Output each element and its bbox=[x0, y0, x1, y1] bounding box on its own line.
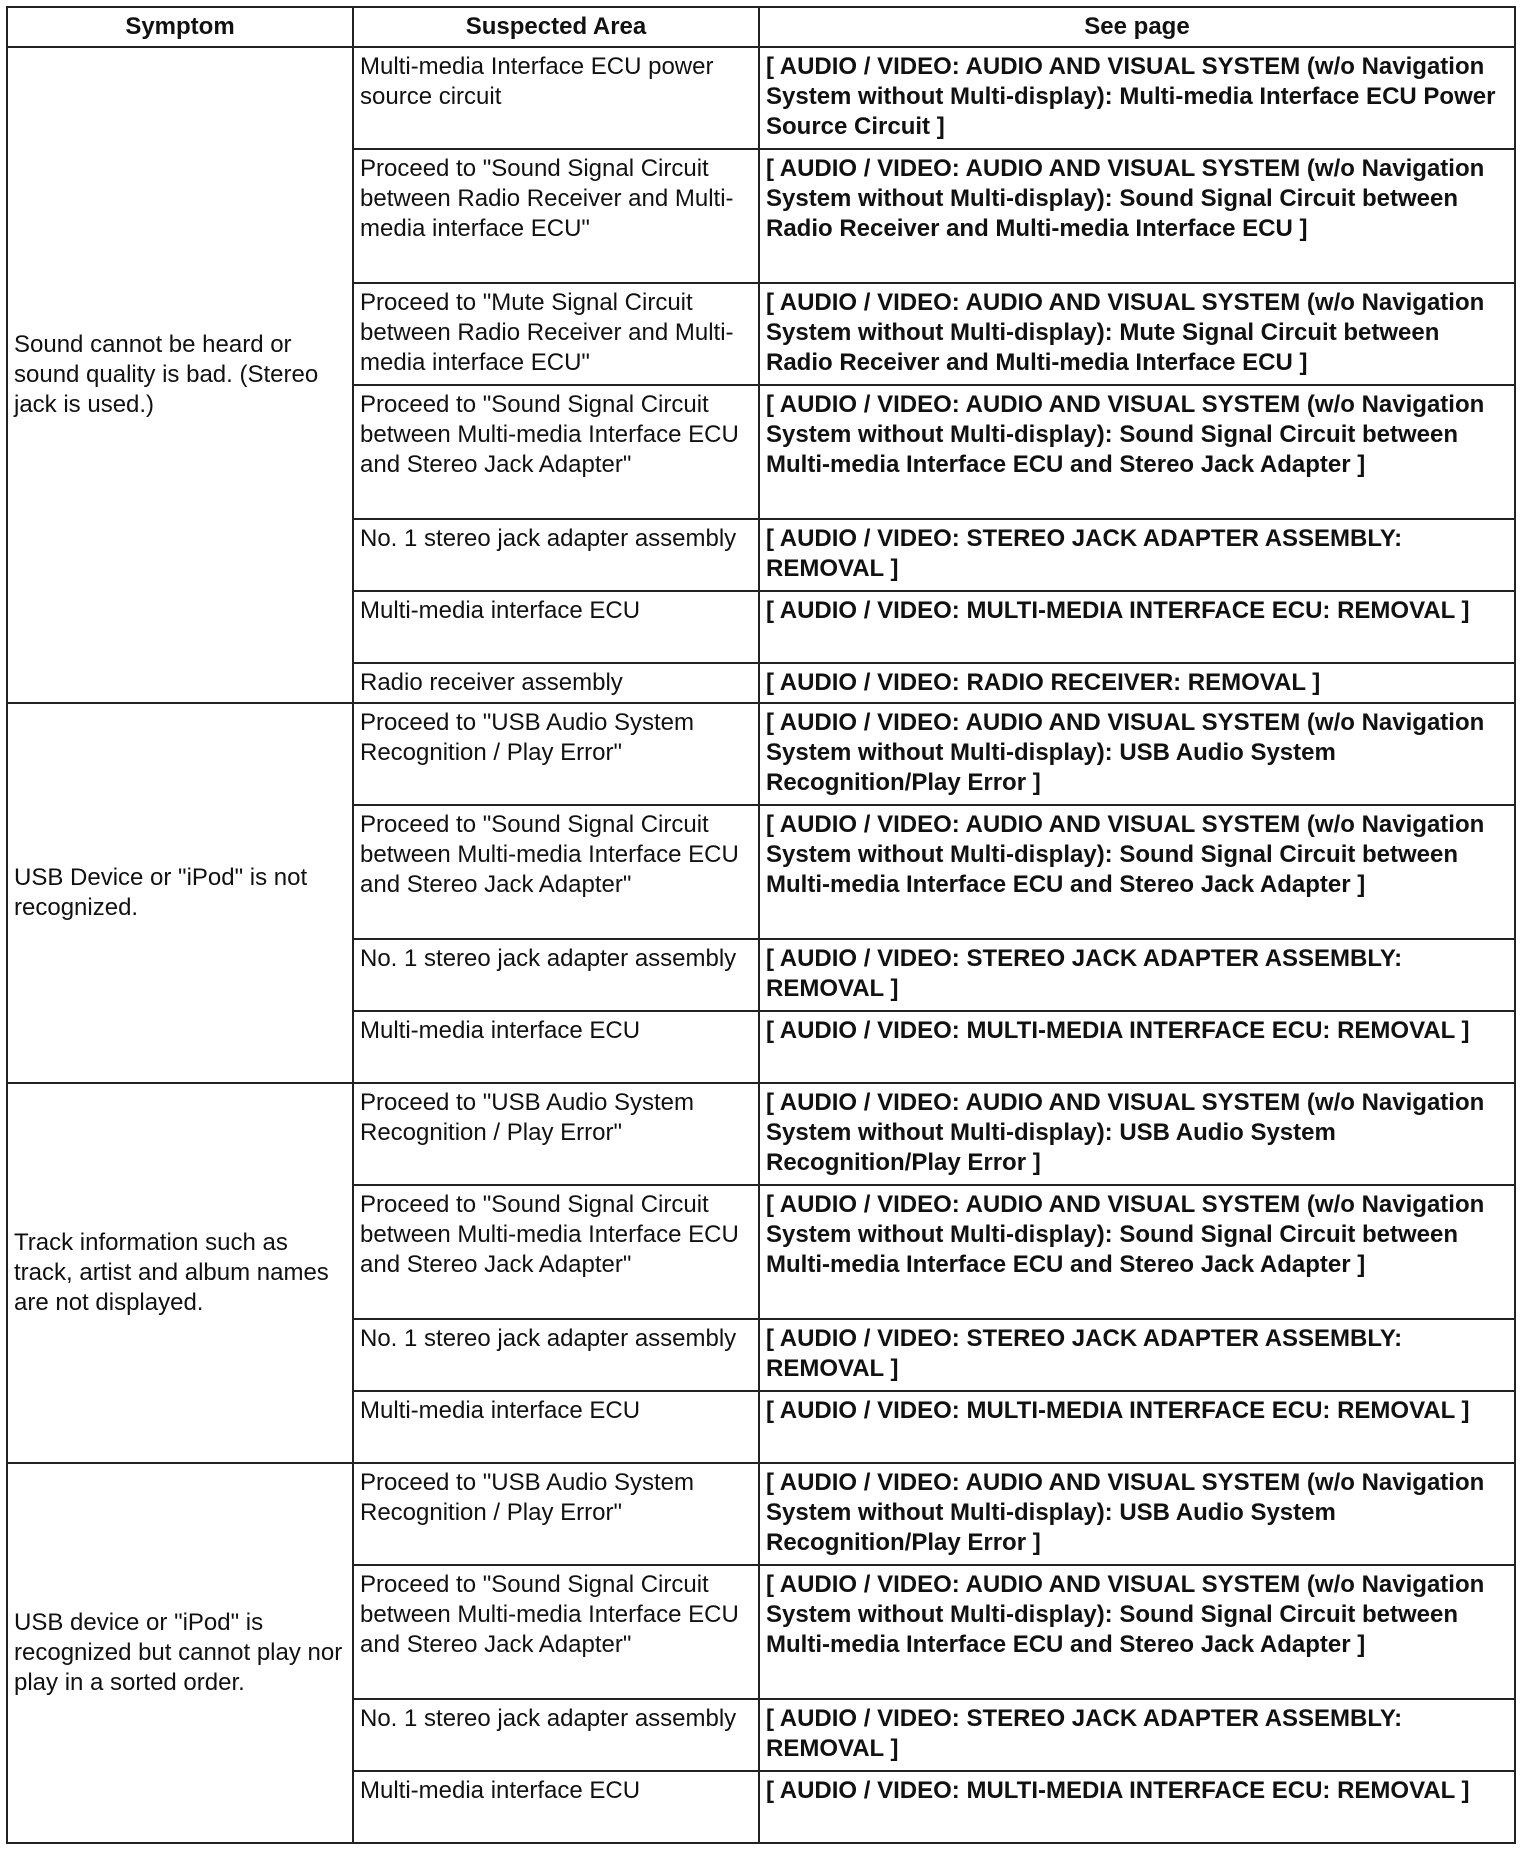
see-page-cell: [ AUDIO / VIDEO: MULTI-MEDIA INTERFACE ECU: REMOVAL ] bbox=[759, 1771, 1515, 1843]
see-page-cell: [ AUDIO / VIDEO: STEREO JACK ADAPTER ASSEMBLY: REMOVAL ] bbox=[759, 519, 1515, 591]
suspected-area-cell: Proceed to "Sound Signal Circuit between Multi-media Interface ECU and Stereo Jack Adapter" bbox=[353, 385, 759, 519]
suspected-area-cell: Proceed to "Sound Signal Circuit between Multi-media Interface ECU and Stereo Jack Adapter" bbox=[353, 1565, 759, 1699]
suspected-area-cell: No. 1 stereo jack adapter assembly bbox=[353, 1699, 759, 1771]
table-row bbox=[7, 703, 1515, 805]
see-page-cell: [ AUDIO / VIDEO: AUDIO AND VISUAL SYSTEM (w/o Navigation System without Multi-display): USB Audio System Recognition/Play Error ] bbox=[759, 703, 1515, 805]
see-page-cell: [ AUDIO / VIDEO: MULTI-MEDIA INTERFACE ECU: REMOVAL ] bbox=[759, 1391, 1515, 1463]
suspected-area-cell: Proceed to "Sound Signal Circuit between Multi-media Interface ECU and Stereo Jack Adapter" bbox=[353, 1185, 759, 1319]
see-page-cell: [ AUDIO / VIDEO: AUDIO AND VISUAL SYSTEM (w/o Navigation System without Multi-display): USB Audio System Recognition/Play Error ] bbox=[759, 1083, 1515, 1185]
see-page-cell: [ AUDIO / VIDEO: STEREO JACK ADAPTER ASSEMBLY: REMOVAL ] bbox=[759, 1699, 1515, 1771]
see-page-cell: [ AUDIO / VIDEO: AUDIO AND VISUAL SYSTEM (w/o Navigation System without Multi-display): Sound Signal Circuit between Multi-media Interface ECU and Stereo Jack Adapter ] bbox=[759, 805, 1515, 939]
see-page-cell: [ AUDIO / VIDEO: AUDIO AND VISUAL SYSTEM (w/o Navigation System without Multi-display): USB Audio System Recognition/Play Error ] bbox=[759, 1463, 1515, 1565]
see-page-cell: [ AUDIO / VIDEO: MULTI-MEDIA INTERFACE ECU: REMOVAL ] bbox=[759, 591, 1515, 663]
see-page-cell: [ AUDIO / VIDEO: AUDIO AND VISUAL SYSTEM (w/o Navigation System without Multi-display): Sound Signal Circuit between Multi-media Interface ECU and Stereo Jack Adapter ] bbox=[759, 385, 1515, 519]
symptom-cell: USB device or "iPod" is recognized but cannot play nor play in a sorted order. bbox=[7, 1463, 353, 1843]
suspected-area-cell: Proceed to "Mute Signal Circuit between Radio Receiver and Multi-media interface ECU" bbox=[353, 283, 759, 385]
header-symptom: Symptom bbox=[7, 7, 353, 47]
suspected-area-cell: Proceed to "USB Audio System Recognition / Play Error" bbox=[353, 703, 759, 805]
header-row bbox=[7, 7, 1515, 47]
suspected-area-cell: Proceed to "Sound Signal Circuit between Multi-media Interface ECU and Stereo Jack Adapter" bbox=[353, 805, 759, 939]
header-suspected-area: Suspected Area bbox=[353, 7, 759, 47]
suspected-area-cell: Multi-media interface ECU bbox=[353, 1391, 759, 1463]
see-page-cell: [ AUDIO / VIDEO: AUDIO AND VISUAL SYSTEM (w/o Navigation System without Multi-display): Mute Signal Circuit between Radio Receiver and Multi-media Interface ECU ] bbox=[759, 283, 1515, 385]
see-page-cell: [ AUDIO / VIDEO: AUDIO AND VISUAL SYSTEM (w/o Navigation System without Multi-display): Sound Signal Circuit between Radio Receiver and Multi-media Interface ECU ] bbox=[759, 149, 1515, 283]
see-page-cell: [ AUDIO / VIDEO: AUDIO AND VISUAL SYSTEM (w/o Navigation System without Multi-display): Sound Signal Circuit between Multi-media Interface ECU and Stereo Jack Adapter ] bbox=[759, 1185, 1515, 1319]
suspected-area-cell: No. 1 stereo jack adapter assembly bbox=[353, 1319, 759, 1391]
see-page-cell: [ AUDIO / VIDEO: STEREO JACK ADAPTER ASSEMBLY: REMOVAL ] bbox=[759, 939, 1515, 1011]
table-row bbox=[7, 47, 1515, 149]
suspected-area-cell: Radio receiver assembly bbox=[353, 663, 759, 703]
suspected-area-cell: Multi-media interface ECU bbox=[353, 591, 759, 663]
see-page-cell: [ AUDIO / VIDEO: RADIO RECEIVER: REMOVAL ] bbox=[759, 663, 1515, 703]
suspected-area-cell: Multi-media interface ECU bbox=[353, 1011, 759, 1083]
suspected-area-cell: Multi-media Interface ECU power source circuit bbox=[353, 47, 759, 149]
suspected-area-cell: No. 1 stereo jack adapter assembly bbox=[353, 939, 759, 1011]
symptom-cell: USB Device or "iPod" is not recognized. bbox=[7, 703, 353, 1083]
table-row bbox=[7, 1463, 1515, 1565]
see-page-cell: [ AUDIO / VIDEO: STEREO JACK ADAPTER ASSEMBLY: REMOVAL ] bbox=[759, 1319, 1515, 1391]
suspected-area-cell: No. 1 stereo jack adapter assembly bbox=[353, 519, 759, 591]
table-row bbox=[7, 1083, 1515, 1185]
symptom-cell: Sound cannot be heard or sound quality is bad. (Stereo jack is used.) bbox=[7, 47, 353, 703]
suspected-area-cell: Proceed to "Sound Signal Circuit between Radio Receiver and Multi-media interface ECU" bbox=[353, 149, 759, 283]
see-page-cell: [ AUDIO / VIDEO: MULTI-MEDIA INTERFACE ECU: REMOVAL ] bbox=[759, 1011, 1515, 1083]
suspected-area-cell: Proceed to "USB Audio System Recognition / Play Error" bbox=[353, 1083, 759, 1185]
suspected-area-cell: Proceed to "USB Audio System Recognition / Play Error" bbox=[353, 1463, 759, 1565]
header-see-page: See page bbox=[759, 7, 1515, 47]
see-page-cell: [ AUDIO / VIDEO: AUDIO AND VISUAL SYSTEM (w/o Navigation System without Multi-display): Multi-media Interface ECU Power Source Circuit ] bbox=[759, 47, 1515, 149]
see-page-cell: [ AUDIO / VIDEO: AUDIO AND VISUAL SYSTEM (w/o Navigation System without Multi-display): Sound Signal Circuit between Multi-media Interface ECU and Stereo Jack Adapter ] bbox=[759, 1565, 1515, 1699]
suspected-area-cell: Multi-media interface ECU bbox=[353, 1771, 759, 1843]
symptom-table bbox=[6, 6, 1516, 1844]
symptom-cell: Track information such as track, artist and album names are not displayed. bbox=[7, 1083, 353, 1463]
